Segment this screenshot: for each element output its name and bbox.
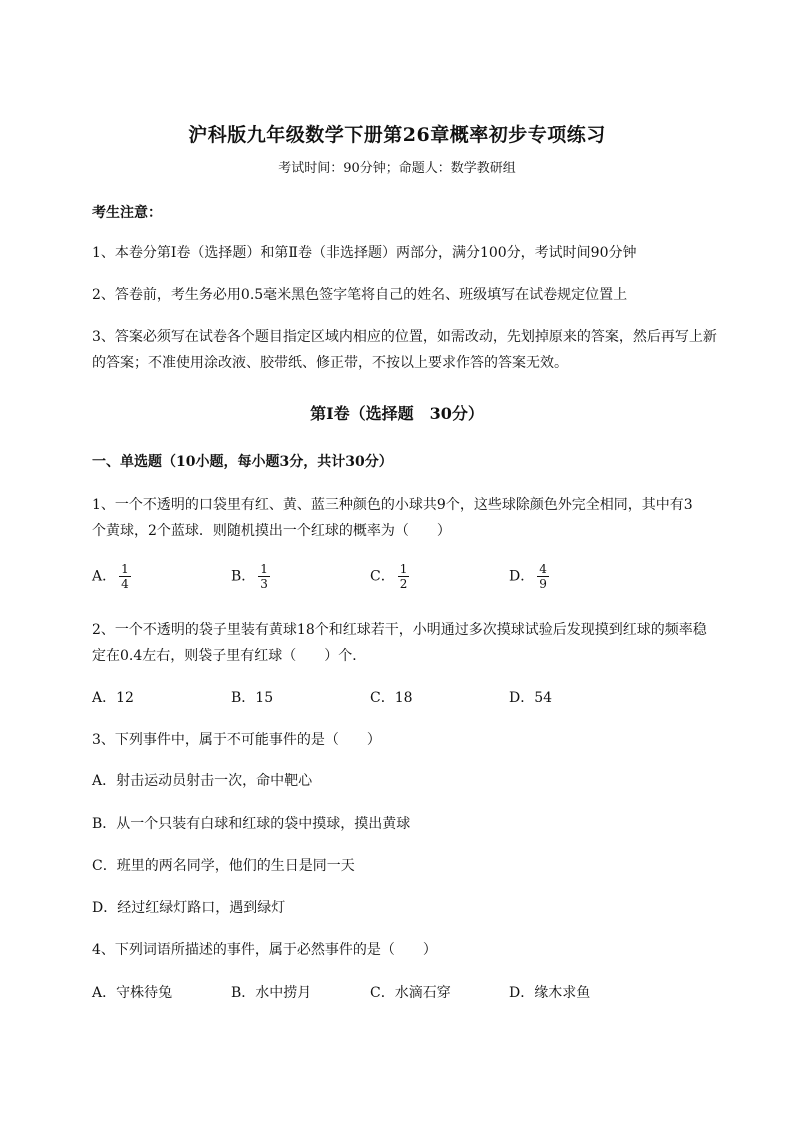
q1-option-b	[231, 562, 270, 591]
option-label: A．	[92, 568, 117, 585]
q1-option-a	[92, 562, 131, 591]
q3-option-d: D．经过红绿灯路口，遇到绿灯	[92, 900, 286, 916]
option-label: D．	[509, 568, 535, 585]
q3-option-b: B．从一个只装有白球和红球的袋中摸球，摸出黄球	[92, 816, 411, 832]
question-3-stem: 3、下列事件中，属于不可能事件的是（ ）	[92, 732, 381, 748]
notice-item: 1、本卷分第I卷（选择题）和第Ⅱ卷（非选择题）两部分，满分100分，考试时间90分钟	[92, 245, 637, 261]
question-1-line-2: 个黄球，2个蓝球．则随机摸出一个红球的概率为（ ）	[92, 523, 451, 539]
q4-option-c: C．水滴石穿	[370, 985, 451, 1001]
notice-heading: 考生注意：	[92, 205, 162, 221]
fraction	[398, 562, 410, 591]
q4-option-a: A．守株待兔	[92, 985, 173, 1001]
fraction-numerator: 4	[539, 562, 547, 576]
question-1-line-1: 1、一个不透明的口袋里有红、黄、蓝三种颜色的小球共9个，这些球除颜色外完全相同，其中有3	[92, 497, 693, 513]
fraction-denominator: 2	[399, 577, 408, 591]
fraction	[119, 562, 131, 591]
section-title: 第I卷（选择题 30分）	[310, 404, 484, 423]
fraction	[537, 562, 549, 591]
q1-option-d	[509, 562, 549, 591]
fraction-numerator: 1	[399, 562, 408, 576]
q2-option-c: C．18	[370, 690, 413, 706]
question-2-line-1: 2、一个不透明的袋子里装有黄球18个和红球若干，小明通过多次摸球试验后发现摸到红球的频率稳	[92, 622, 707, 638]
fraction-numerator: 1	[260, 562, 268, 576]
fraction	[258, 562, 270, 591]
part-heading: 一、单选题（10小题，每小题3分，共计30分）	[92, 454, 393, 470]
q2-option-d: D．54	[509, 690, 553, 706]
fraction-denominator: 4	[121, 577, 129, 591]
option-label: C．	[370, 568, 395, 585]
q1-option-c	[370, 562, 409, 591]
q4-option-d: D．缘木求鱼	[509, 985, 591, 1001]
notice-item: 2、答卷前，考生务必用0.5毫米黑色签字笔将自己的姓名、班级填写在试卷规定位置上	[92, 287, 628, 303]
exam-info: 考试时间：90分钟；命题人：数学教研组	[278, 161, 516, 176]
notice-item: 的答案；不准使用涂改液、胶带纸、修正带，不按以上要求作答的答案无效。	[92, 355, 568, 371]
q2-option-a: A．12	[92, 690, 134, 706]
q3-option-c: C．班里的两名同学，他们的生日是同一天	[92, 858, 355, 874]
notice-item: 3、答案必须写在试卷各个题目指定区域内相应的位置，如需改动，先划掉原来的答案，然后再写上新	[92, 329, 717, 345]
fraction-numerator: 1	[121, 562, 129, 576]
q2-option-b: B．15	[231, 690, 274, 706]
q3-option-a: A．射击运动员射击一次，命中靶心	[92, 773, 313, 789]
option-label: B．	[231, 568, 256, 585]
fraction-denominator: 3	[260, 577, 268, 591]
q4-option-b: B．水中捞月	[231, 985, 312, 1001]
question-4-stem: 4、下列词语所描述的事件，属于必然事件的是（ ）	[92, 942, 437, 958]
question-2-line-2: 定在0.4左右，则袋子里有红球（ ）个．	[92, 648, 367, 664]
fraction-denominator: 9	[539, 577, 547, 591]
page-title: 沪科版九年级数学下册第26章概率初步专项练习	[188, 124, 606, 146]
